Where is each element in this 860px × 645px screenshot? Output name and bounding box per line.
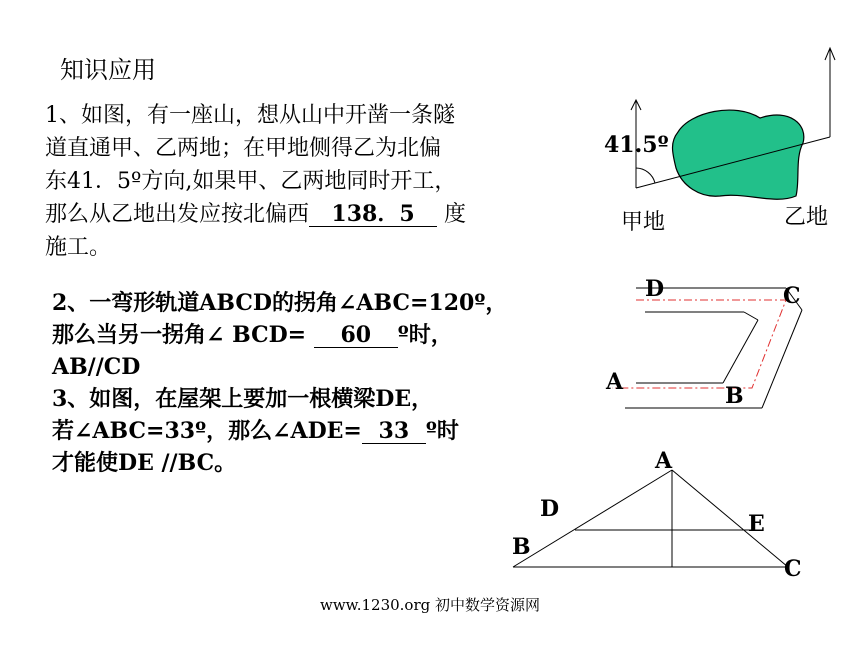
fig3-label-b: B (512, 534, 531, 560)
problem-1-line-3: 东41．5º方向,如果甲、乙两地同时开工， (45, 169, 457, 194)
problem-3-line-2-suffix: º时 (425, 418, 459, 444)
problem-3-line-3: 才能使DE //BC。 (52, 450, 237, 476)
problem-2-line-2-suffix: º时， (397, 322, 453, 348)
problem-1-line-4-prefix: 那么从乙地出发应按北偏西 (45, 202, 310, 227)
problem-1-line-1: 1、如图，有一座山，想从山中开凿一条隧 (45, 103, 455, 128)
problem-3-answer: 33 (362, 419, 426, 444)
problem-3-line-1: 3、如图，在屋架上要加一根横梁DE， (52, 386, 434, 412)
fig3-label-e: E (748, 511, 765, 537)
problem-1-line-4-suffix: 度 (437, 202, 467, 227)
fig2-label-b: B (725, 383, 744, 409)
problem-1-answer: 138．5 (309, 202, 437, 227)
fig3-label-c: C (784, 556, 802, 582)
fig3-label-d: D (540, 496, 560, 522)
footer-source: www.1230.org 初中数学资源网 (319, 596, 541, 614)
fig1-angle-label: 41.5º (604, 132, 669, 158)
side-ac (672, 470, 788, 567)
section-heading: 知识应用 (60, 56, 156, 84)
problem-2-line-2-prefix: 那么当另一拐角∠ BCD= (52, 322, 314, 348)
problem-1-line-2: 道直通甲、乙两地；在甲地侧得乙为北偏 (45, 136, 442, 161)
problem-1-line-5: 施工。 (45, 235, 112, 260)
fig1-label-jia: 甲地 (621, 210, 666, 235)
fig2-label-c: C (783, 283, 801, 309)
fig1-label-yi: 乙地 (784, 205, 829, 230)
side-ab (513, 470, 672, 567)
fig3-label-a: A (655, 448, 673, 474)
problem-2-answer: 60 (314, 323, 398, 348)
problem-3-line-2-prefix: 若∠ABC=33º，那么∠ADE= (52, 418, 362, 444)
problem-2-line-3: AB//CD (52, 354, 141, 380)
fig2-label-d: D (645, 276, 665, 302)
problem-2-line-1: 2、一弯形轨道ABCD的拐角∠ABC=120º， (52, 290, 508, 316)
fig2-label-a: A (606, 369, 624, 395)
